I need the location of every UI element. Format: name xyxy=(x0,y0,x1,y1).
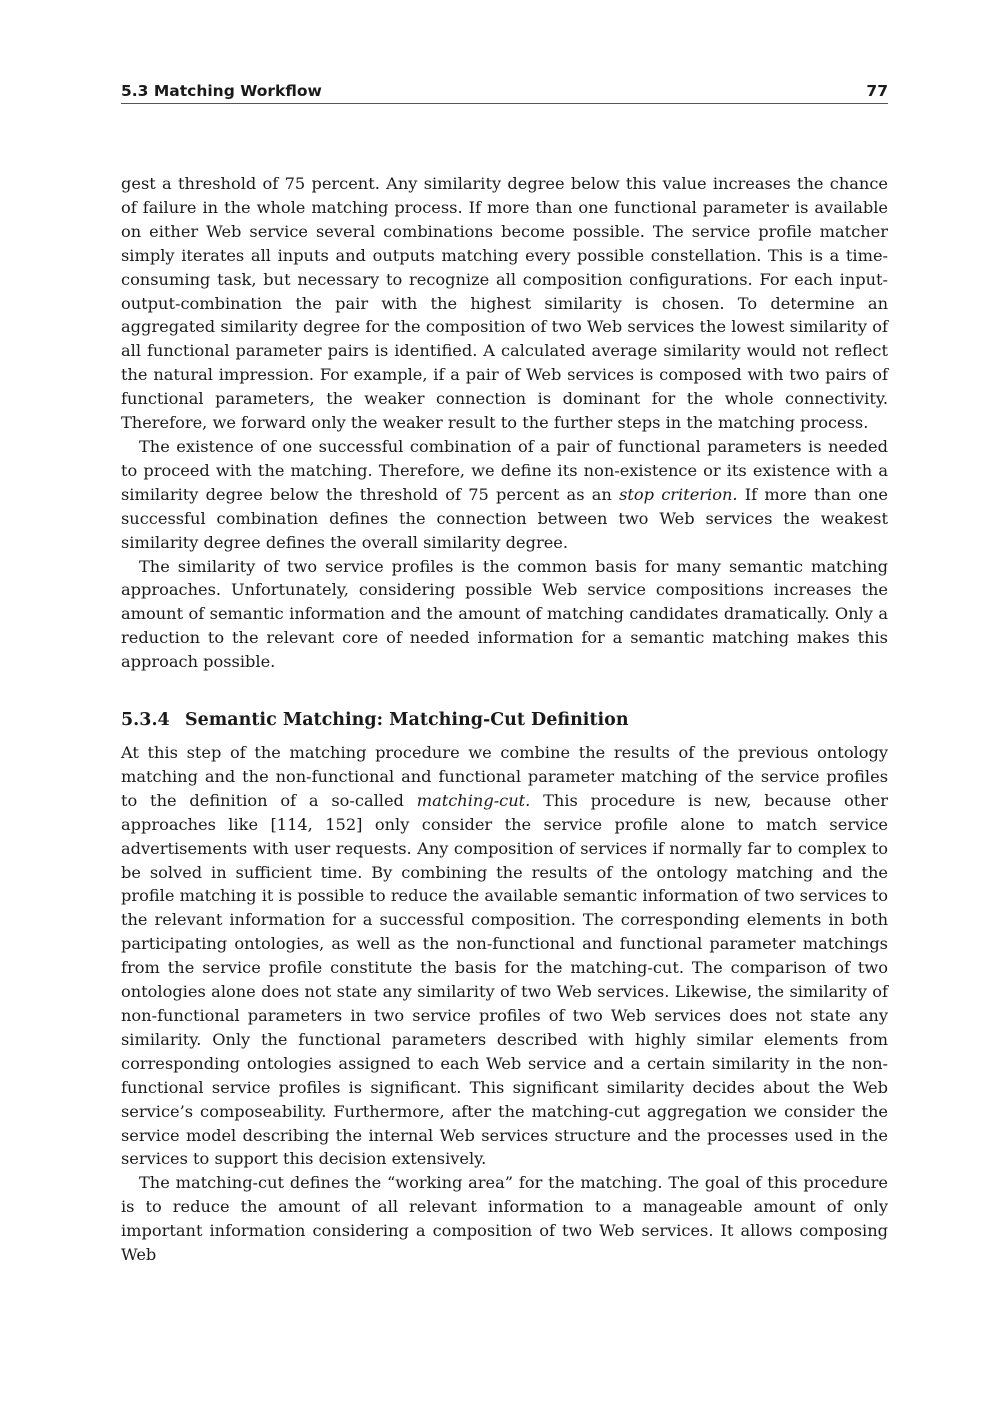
stop-criterion-term: stop criterion. xyxy=(619,484,738,504)
paragraph-4-text-a: At this step of the matching procedure we combine the results of the previous ontology matching and the non-functional and functional parameter matching of the service profiles to the definition of a so-called xyxy=(121,743,888,810)
paragraph-2-text-a: The existence of one successful combination of a pair of functional parameters is needed to proceed with the matching. Therefore, we define its non-existence or its existence with a similarity degree below the threshold of 75 percent as an xyxy=(121,436,888,504)
header-section-title: 5.3 Matching Workflow xyxy=(121,82,322,100)
body-text xyxy=(121,172,888,1267)
section-title: Semantic Matching: Matching-Cut Definition xyxy=(185,710,629,731)
paragraph-2-text-b: If more than one successful combination defines the connection between two Web services the weakest similarity degree defines the overall similarity degree. xyxy=(121,484,889,552)
paragraph-4-text-b: This procedure is new, because other approaches like [114, 152] only consider the service profile alone to match service advertisements with user requests. Any composition of services if normally far to complex to be solved in sufficient time. By combining the results of the ontology matching and the profile matching it is possible to reduce the available semantic information of two services to the relevant information for a successful composition. The corresponding elements in both participating ontologies, as well as the non-functional and functional parameter matchings from the service profile constitute the basis for the matching-cut. The comparison of two ontologies alone does not state any similarity of two Web services. Likewise, the similarity of non-functional parameters in two service profiles of two Web services does not state any similarity. Only the functional parameters described with highly similar elements from corresponding ontologies assigned to each Web service and a certain similarity in the non-functional service profiles is significant. This significant similarity decides about the Web service’s composeability. Furthermore, after the matching-cut aggregation we consider the service model describing the internal Web services structure and the processes used in the services to support this decision extensively. xyxy=(121,790,888,1169)
paragraph-4 xyxy=(121,741,888,1171)
matching-cut-term: matching-cut. xyxy=(416,790,531,810)
paragraph-5: The matching-cut defines the “working area” for the matching. The goal of this procedure is to reduce the amount of all relevant information to a manageable amount of only important information considering a composition of two Web services. It allows composing Web xyxy=(121,1173,888,1265)
page-number: 77 xyxy=(866,82,888,100)
running-header xyxy=(121,78,888,104)
section-heading xyxy=(121,707,888,733)
section-number: 5.3.4 xyxy=(121,710,170,731)
paragraph-1: gest a threshold of 75 percent. Any similarity degree below this value increases the chance of failure in the whole matching process. If more than one functional parameter is available on either Web service several combinations become possible. The service profile matcher simply iterates all inputs and outputs matching every possible constellation. This is a time-consuming task, but necessary to recognize all composition configurations. For each input-output-combination the pair with the highest similarity is chosen. To determine an aggregated similarity degree for the composition of two Web services the lowest similarity of all functional parameter pairs is identified. A calculated average similarity would not reflect the natural impression. For example, if a pair of Web services is composed with two pairs of functional parameters, the weaker connection is dominant for the whole connectivity. Therefore, we forward only the weaker result to the further steps in the matching process. xyxy=(121,174,888,433)
paragraph-3: The similarity of two service profiles is the common basis for many semantic matching approaches. Unfortunately, considering possible Web service compositions increases the amount of semantic information and the amount of matching candidates dramatically. Only a reduction to the relevant core of needed information for a semantic matching makes this approach possible. xyxy=(121,556,888,672)
paragraph-2 xyxy=(121,435,888,555)
